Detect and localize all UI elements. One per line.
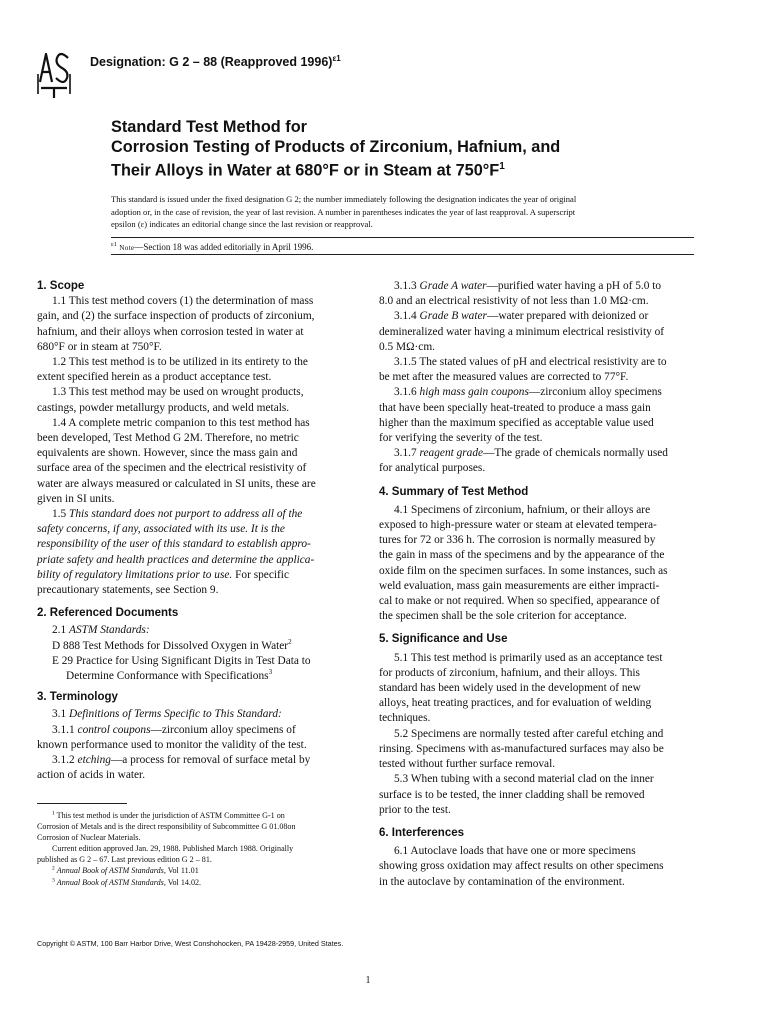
paragraph-4-1: 4.1 Specimens of zirconium, hafnium, or their alloys are exposed to high-pressure water or steam at elevated tempera- tures for 72 or 336 h. The corrosion is normally measured by the gain in mass of the specimens and by the appearance of the oxide film on the specimen surfaces. In some instances, such as weld evaluation, mass gain measurements are either impracti- cal to make or not required. When so specified, appearance of the specimen shall be the sole criterion for acceptance. — [379, 503, 668, 623]
astm-logo — [36, 46, 72, 100]
left-column — [37, 279, 357, 784]
paragraph-3-1-5: 3.1.5 The stated values of pH and electrical resistivity are to be met after the measured values are corrected to 77°F. — [379, 356, 667, 384]
paragraph-3-1-6: 3.1.6 high mass gain coupons—zirconium alloy specimens that have been specially heat-treated to produce a mass gain higher than the maximum specified as acceptable value used for verifying the severity of the test. — [379, 386, 662, 445]
copyright-notice: Copyright © ASTM, 100 Barr Harbor Drive, West Conshohocken, PA 19428-2959, United States. — [37, 939, 344, 948]
designation-notice: This standard is issued under the fixed designation G 2; the number immediately following the designation indicates the year of original adoption or, in the case of revision, the year of last revision. A number in parentheses indicates the year of last reapproval. A superscript epsilon (ε) indicates an editorial change since the last revision or reapproval. — [111, 194, 577, 230]
paragraph-3-1-7: 3.1.7 reagent grade—The grade of chemicals normally used for analytical purposes. — [379, 447, 668, 475]
section-heading: 6. Interferences — [379, 826, 465, 839]
paragraph-1-4: 1.4 A complete metric companion to this test method has been developed, Test Method G 2M. Therefore, no metric equivalents are shown. However, since the mass gain and surface area of the specimen and the electrical resistivity of water are always measured or calculated in SI units, these are given in SI units. — [37, 416, 316, 505]
editorial-note: $^{\varepsilon 1}$ Note—Section 18 was added editorially in April 1996. — [111, 241, 314, 252]
paragraph-1-2: 1.2 This test method is to be utilized in its entirety to the extent specified herein as a product acceptance test. — [37, 356, 308, 384]
document-title: Standard Test Method for Corrosion Testing of Products of Zirconium, Hafnium, and Their Alloys in Water at 680°F or in Steam at $750^\circ F^1$ — [111, 118, 561, 180]
paragraph-1-3: 1.3 This test method may be used on wrought products, castings, powder metallurgy products, and weld metals. — [37, 386, 304, 414]
page-number: 1 — [365, 975, 371, 986]
paragraph-1-1: 1.1 This test method covers (1) the determination of mass gain, and (2) the surface inspection of products of zirconium, hafnium, and their alloys when corrosion tested in water at 680°F or in steam at 750°F. — [37, 295, 315, 353]
paragraph-3-1-1: 3.1.1 control coupons—zirconium alloy specimens of known performance used to monitor the validity of the test. — [37, 723, 307, 751]
footnotes: $^1$ This test method is under the jurisdiction of ASTM Committee G-1 on Corrosion of Metals and is the direct responsibility of Subcommittee G 01.08on Corrosion of Nuclear Materials. Current edition approved Jan. 29, 1988. Published March 1988. Originally published as G 2 – 67. Last previous edition G 2 – 81. $^2$ Annual Book of ASTM Standards, Vol 11.01 $^3$ Annual Book of ASTM Standards, Vol 14.02. — [37, 810, 296, 887]
section-heading: 5. Significance and Use — [379, 633, 508, 646]
paragraph-3-1-2: 3.1.2 etching—a process for removal of surface metal by action of acids in water. — [37, 754, 311, 782]
footnote-divider — [37, 803, 127, 804]
paragraph-5-2: 5.2 Specimens are normally tested after careful etching and rinsing. Specimens with as-manufactured surfaces may also be tested without further surface removal. — [379, 727, 664, 771]
paragraph-5-1: 5.1 This test method is primarily used as an acceptance test for products of zirconium, hafnium, and their alloys. This standard has been widely used in the development of new alloys, heat treating practices, and for evaluation of welding techniques. — [379, 651, 663, 725]
paragraph-5-3: 5.3 When tubing with a second material clad on the inner surface is to be tested, the inner cladding shall be removed prior to the test. — [379, 773, 654, 816]
section-heading: 4. Summary of Test Method — [379, 485, 529, 498]
section-heading: 2. Referenced Documents — [37, 607, 179, 620]
paragraph-3-1-3: 3.1.3 Grade A water—purified water having a pH of 5.0 to 8.0 and an electrical resistivity of not less than 1.0 MΩ·cm. — [379, 280, 662, 308]
section-heading: 3. Terminology — [37, 691, 118, 704]
right-column — [379, 279, 695, 890]
divider — [111, 254, 694, 255]
divider — [111, 237, 694, 238]
paragraph-1-5: 1.5 This standard does not purport to address all of the safety concerns, if any, associated with its use. It is the responsibility of the user of this standard to establish appro- priate safety and health practices and determine the applica- bility of regulatory limitations prior to use. For specific precautionary statements, see Section 9. — [37, 508, 315, 597]
paragraph-2-1: 2.1 ASTM Standards: D 888 Test Methods for Dissolved Oxygen in Water$^2$ E 29 Practice for Using Significant Digits in Test Data to Determine Conformance with Specifications$^3$ — [52, 624, 311, 683]
paragraph-3-1: 3.1 Definitions of Terms Specific to This Standard: — [52, 708, 282, 721]
designation: Designation: G 2 – 88 (Reapproved 1996)$^{\varepsilon 1}$ — [90, 54, 341, 70]
paragraph-3-1-4: 3.1.4 Grade B water—water prepared with deionized or demineralized water having a minimum electrical resistivity of 0.5 MΩ·cm. — [379, 310, 665, 353]
paragraph-6-1: 6.1 Autoclave loads that have one or more specimens showing gross oxidation may affect results on other specimens in the autoclave by contamination of the environment. — [379, 845, 664, 888]
section-heading: 1. Scope — [37, 280, 85, 292]
